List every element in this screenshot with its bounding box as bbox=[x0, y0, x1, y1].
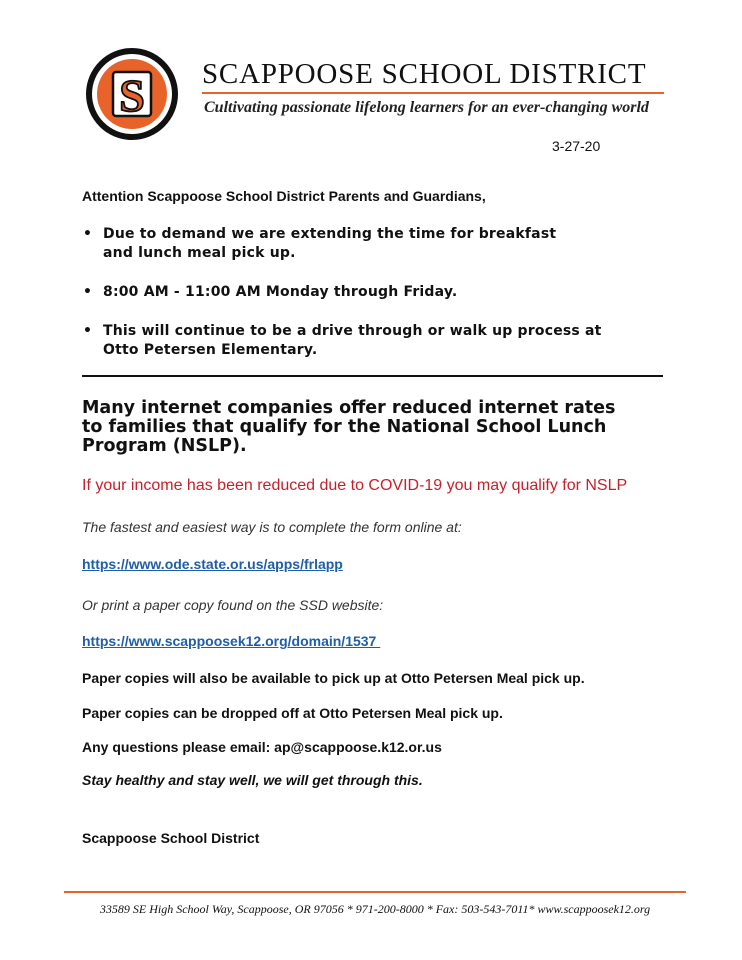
internet-heading-line: to families that qualify for the National School Lunch bbox=[82, 417, 607, 437]
announcement-line: Otto Petersen Elementary. bbox=[103, 342, 318, 358]
internet-heading-line: Many internet companies offer reduced internet rates bbox=[82, 398, 616, 418]
announcement-line: • 8:00 AM - 11:00 AM Monday through Friday. bbox=[103, 284, 458, 300]
pickup-note: Paper copies will also be available to pick up at Otto Petersen Meal pick up. bbox=[82, 670, 585, 686]
online-form-link[interactable]: https://www.ode.state.or.us/apps/frlapp bbox=[82, 556, 343, 572]
dropoff-note: Paper copies can be dropped off at Otto Petersen Meal pick up. bbox=[82, 705, 503, 721]
covid-note: If your income has been reduced due to COVID-19 you may qualify for NSLP bbox=[82, 477, 628, 494]
announcement-list bbox=[82, 225, 642, 380]
internet-heading bbox=[82, 399, 682, 456]
district-name: SCAPPOOSE SCHOOL DISTRICT bbox=[202, 58, 647, 90]
internet-heading-line: Program (NSLP). bbox=[82, 436, 247, 456]
announcement-line: • This will continue to be a drive through or walk up process at bbox=[103, 323, 602, 339]
district-tagline: Cultivating passionate lifelong learners for an ever-changing world bbox=[204, 99, 649, 116]
ssd-website-link[interactable]: https://www.scappoosek12.org/domain/1537 bbox=[82, 633, 381, 649]
announcement-item bbox=[82, 322, 642, 360]
signoff: Scappoose School District bbox=[82, 830, 260, 846]
announcement-line: and lunch meal pick up. bbox=[103, 245, 296, 261]
print-copy-text: Or print a paper copy found on the SSD website: bbox=[82, 597, 384, 613]
greeting: Attention Scappoose School District Parents and Guardians, bbox=[82, 188, 486, 204]
header-rule bbox=[202, 92, 664, 94]
questions-email: Any questions please email: ap@scappoose.k12.or.us bbox=[82, 739, 442, 755]
fastest-way-text: The fastest and easiest way is to complete the form online at: bbox=[82, 519, 462, 535]
section-divider bbox=[82, 375, 663, 377]
footer-rule bbox=[64, 891, 686, 893]
closing-message: Stay healthy and stay well, we will get through this. bbox=[82, 772, 423, 788]
announcement-line: • Due to demand we are extending the time for breakfast bbox=[103, 226, 557, 242]
letter-date: 3-27-20 bbox=[552, 138, 601, 154]
footer-address: 33589 SE High School Way, Scappoose, OR 97056 * 971-200-8000 * Fax: 503-543-7011* www.scappoosek12.org bbox=[99, 902, 651, 916]
district-logo bbox=[84, 46, 180, 142]
announcement-item bbox=[82, 225, 642, 263]
logo-letter: S bbox=[119, 70, 145, 121]
announcement-item bbox=[82, 283, 642, 302]
